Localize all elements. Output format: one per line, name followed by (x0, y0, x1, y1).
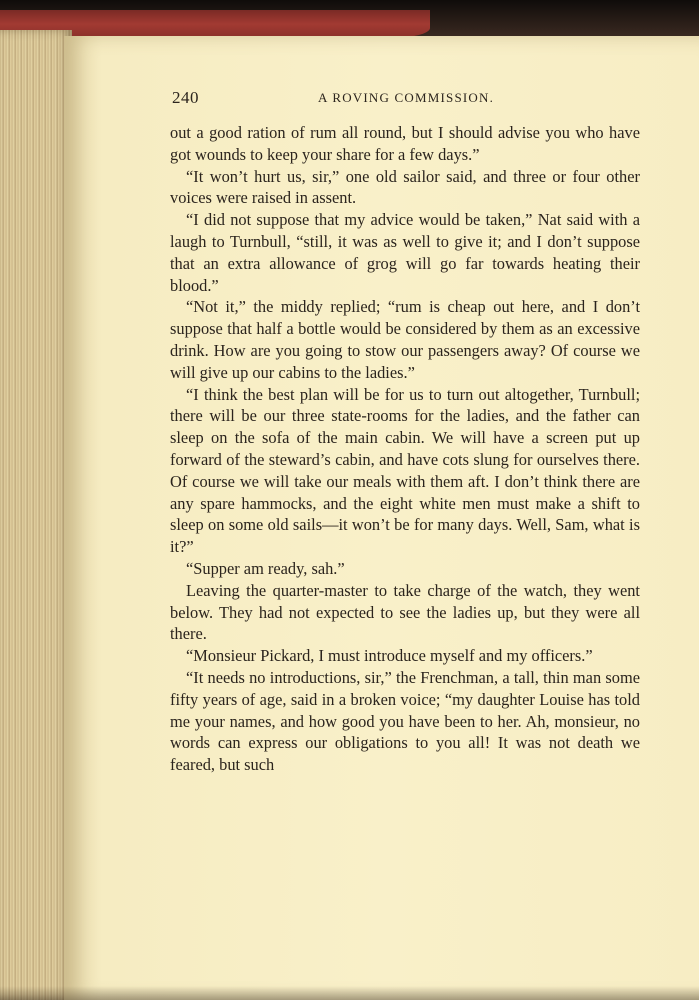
page-number: 240 (172, 88, 199, 107)
body-text (170, 122, 640, 776)
paragraph: “I did not suppose that my advice would be taken,” Nat said with a laugh to Turnbull, “still, it was as well to give it; and I don’t suppose that an extra allowance of grog will go far towards heating their blood.” (170, 210, 640, 295)
paragraph: “It won’t hurt us, sir,” one old sailor said, and three or four other voices were raised in assent. (170, 166, 640, 208)
paragraph: “Monsieur Pickard, I must introduce myself and my officers.” (186, 646, 593, 666)
paragraph: “It needs no introductions, sir,” the Frenchman, a tall, thin man some fifty years of age, said in a broken voice; “my daughter Louise has told me your names, and how good you have been to her. Ah, monsieur, no words can express our obligations to you all! It was not death we feared, but such (170, 667, 640, 775)
paragraph: “Not it,” the middy replied; “rum is cheap out here, and I don’t suppose that half a bottle would be considered by them as an excessive drink. How are you going to stow our passengers away? Of course we will give up our cabins to the ladies.” (170, 297, 640, 382)
paragraph: out a good ration of rum all round, but I should advise you who have got wounds to keep your share for a few days.” (170, 123, 640, 164)
page-stack-edge (0, 30, 72, 1000)
paragraph: “Supper am ready, sah.” (186, 558, 345, 578)
paragraph: Leaving the quarter-master to take charge of the watch, they went below. They had not expected to see the ladies up, but they were all there. (170, 580, 640, 644)
bottom-shadow (0, 986, 699, 1000)
running-title: A ROVING COMMISSION. (318, 90, 495, 105)
page-header (172, 88, 642, 110)
paragraph: “I think the best plan will be for us to turn out altogether, Turnbull; there will be our three state-rooms for the ladies, and the father can sleep on the sofa of the main cabin. We will have a screen put up forward of the steward’s cabin, and have cots slung for ourselves there. Of course we will take our meals with them aft. I don’t think there are any spare hammocks, and the eight white men must make a shift to sleep on some old sails—it won’t be for many days. Well, Sam, what is it?” (170, 384, 640, 557)
